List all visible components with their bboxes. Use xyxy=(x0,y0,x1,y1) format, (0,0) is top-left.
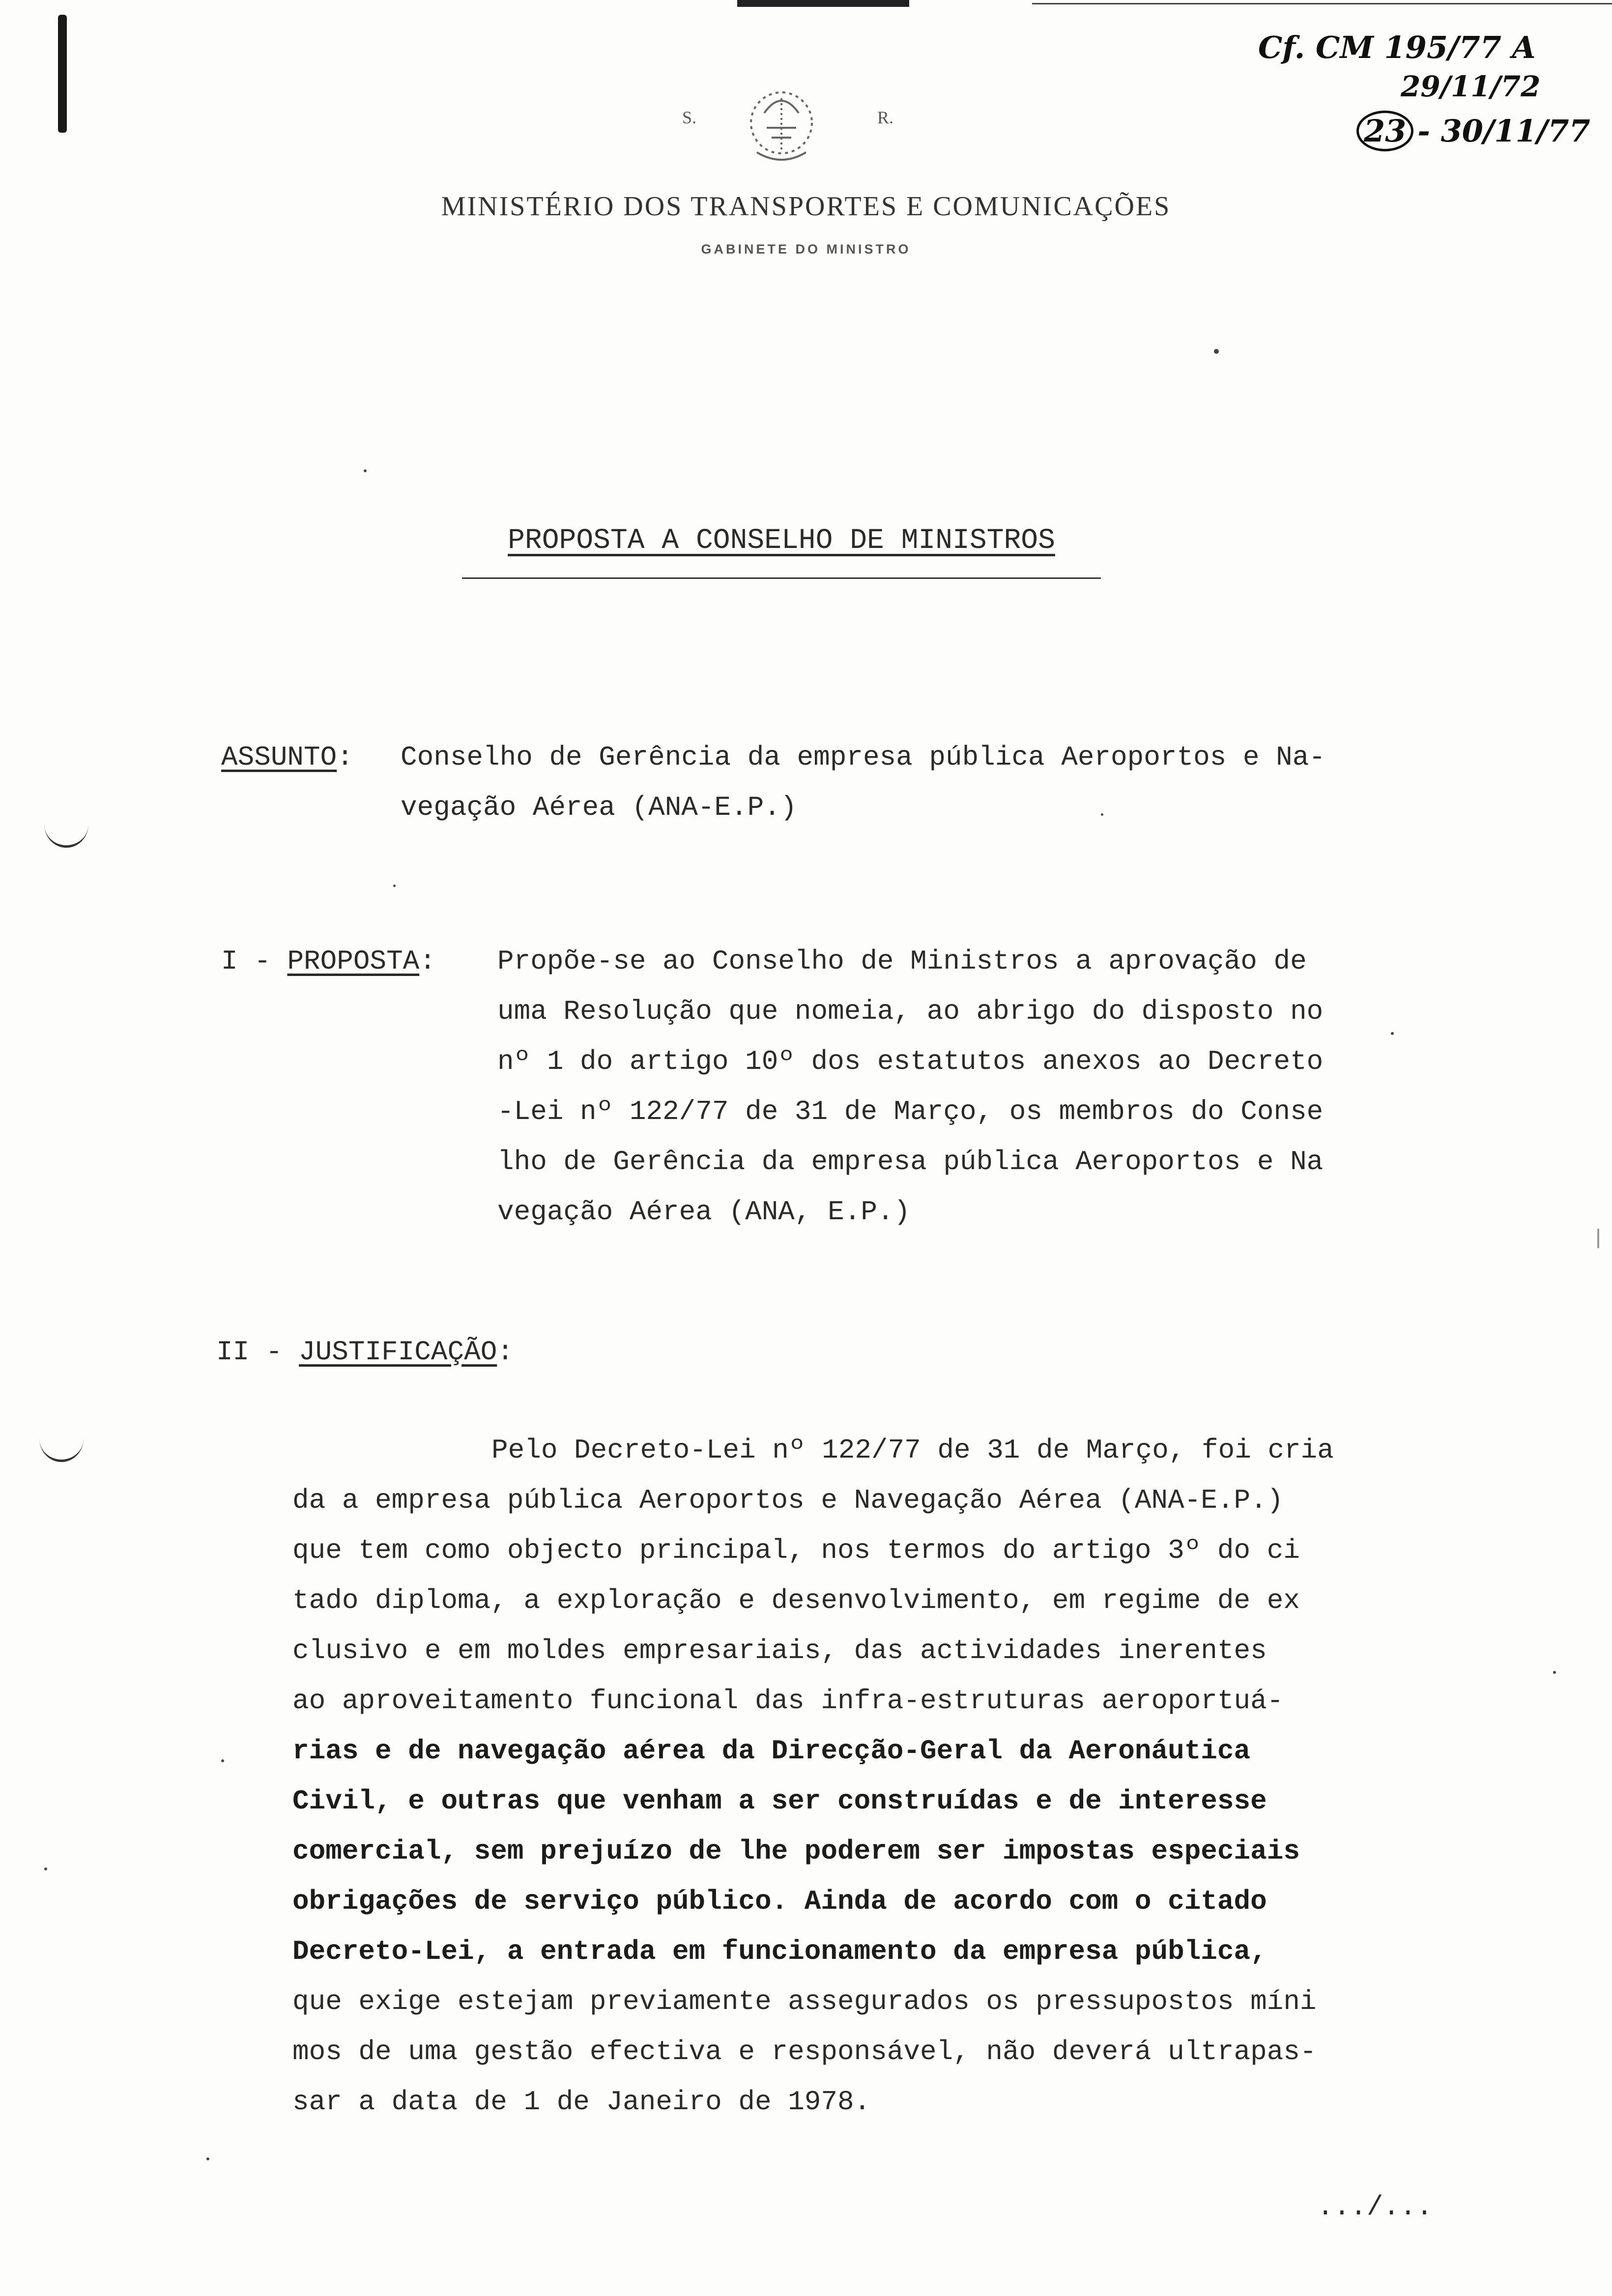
proposal-text xyxy=(497,936,1323,1237)
justification-line: Pelo Decreto-Lei nº 122/77 de 31 de Março, foi cria xyxy=(491,1435,1334,1466)
subject-line: vegação Aérea (ANA-E.P.) xyxy=(401,792,797,823)
document-title: PROPOSTA A CONSELHO DE MINISTROS xyxy=(508,525,1055,557)
subject-text xyxy=(401,732,1325,832)
justification-line: sar a data de 1 de Janeiro de 1978. xyxy=(292,2086,871,2118)
emblem-letter-left: S. xyxy=(682,108,697,127)
binding-mark xyxy=(58,15,67,133)
continuation-marker: .../... xyxy=(1317,2191,1433,2223)
scan-speck xyxy=(44,1867,47,1870)
justification-line: obrigações de serviço público. Ainda de acordo com o citado xyxy=(292,1886,1267,1917)
justification-line: que tem como objecto principal, nos termos do artigo 3º do ci xyxy=(292,1535,1300,1566)
handwritten-date: 29/11/72 xyxy=(1401,70,1541,103)
emblem-letter-right: R. xyxy=(877,108,894,127)
proposal-label: PROPOSTA xyxy=(287,946,420,977)
justification-numeral: II - xyxy=(216,1336,283,1368)
handwritten-reference: Cf. CM 195/77 A xyxy=(1258,29,1536,65)
scan-speck xyxy=(1553,1671,1556,1674)
justification-line: mos de uma gestão efectiva e responsável, não deverá ultrapas- xyxy=(292,2036,1317,2067)
title-double-underline xyxy=(462,577,1101,579)
justification-line: Civil, e outras que venham a ser construídas e de interesse xyxy=(292,1785,1267,1817)
justification-heading: II - JUSTIFICAÇÃO: xyxy=(216,1336,514,1368)
scan-top-rule xyxy=(1032,3,1612,4)
handwritten-entry-date: - 30/11/77 xyxy=(1417,113,1590,149)
subject-label: ASSUNTO xyxy=(221,742,337,773)
scan-top-mark xyxy=(737,0,909,7)
justification-line: Decreto-Lei, a entrada em funcionamento da empresa pública, xyxy=(292,1936,1267,1967)
subject-heading: ASSUNTO: xyxy=(221,742,353,773)
scan-speck xyxy=(1101,813,1103,816)
scan-speck xyxy=(206,2157,209,2160)
justification-line: comercial, sem prejuízo de lhe poderem ser impostas especiais xyxy=(292,1836,1300,1867)
scan-speck xyxy=(364,469,367,472)
proposal-line: -Lei nº 122/77 de 31 de Março, os membros do Conse xyxy=(497,1096,1324,1127)
justification-line: rias e de navegação aérea da Direcção-Geral da Aeronáutica xyxy=(292,1735,1251,1767)
scan-speck xyxy=(1597,1229,1599,1248)
scan-speck xyxy=(221,1759,224,1762)
justification-line: clusivo e em moldes empresariais, das actividades inerentes xyxy=(292,1635,1267,1666)
justification-label: JUSTIFICAÇÃO xyxy=(299,1336,497,1368)
punch-hole-top xyxy=(44,801,88,848)
justification-line: que exige estejam previamente assegurados os pressupostos míni xyxy=(292,1986,1317,2017)
proposal-line: vegação Aérea (ANA, E.P.) xyxy=(497,1196,911,1228)
justification-line: tado diploma, a exploração e desenvolvimento, em regime de ex xyxy=(292,1585,1300,1616)
proposal-line: nº 1 do artigo 10º dos estatutos anexos ao Decreto xyxy=(497,1046,1324,1077)
scan-speck xyxy=(1391,1032,1394,1035)
scan-speck xyxy=(1214,349,1219,354)
coat-of-arms-emblem xyxy=(718,69,845,172)
proposal-line: uma Resolução que nomeia, ao abrigo do disposto no xyxy=(497,996,1324,1027)
subject-line: Conselho de Gerência da empresa pública Aeroportos e Na- xyxy=(401,742,1325,773)
office-name: GABINETE DO MINISTRO xyxy=(701,242,911,257)
justification-line: da a empresa pública Aeroportos e Navegação Aérea (ANA-E.P.) xyxy=(292,1485,1284,1516)
proposal-line: lho de Gerência da empresa pública Aeroportos e Na xyxy=(497,1146,1324,1177)
scan-speck xyxy=(393,885,396,887)
justification-line: ao aproveitamento funcional das infra-estruturas aeroportuá- xyxy=(292,1685,1284,1717)
ministry-name: MINISTÉRIO DOS TRANSPORTES E COMUNICAÇÕES xyxy=(441,191,1171,222)
handwritten-number: 23 xyxy=(1356,111,1413,151)
proposal-numeral: I - xyxy=(221,946,271,977)
proposal-line: Propõe-se ao Conselho de Ministros a aprovação de xyxy=(497,946,1307,977)
handwritten-entry xyxy=(1356,111,1590,151)
proposal-heading: I - PROPOSTA: xyxy=(221,946,436,977)
justification-paragraph xyxy=(292,1425,1516,2127)
punch-hole-bottom xyxy=(39,1415,84,1462)
